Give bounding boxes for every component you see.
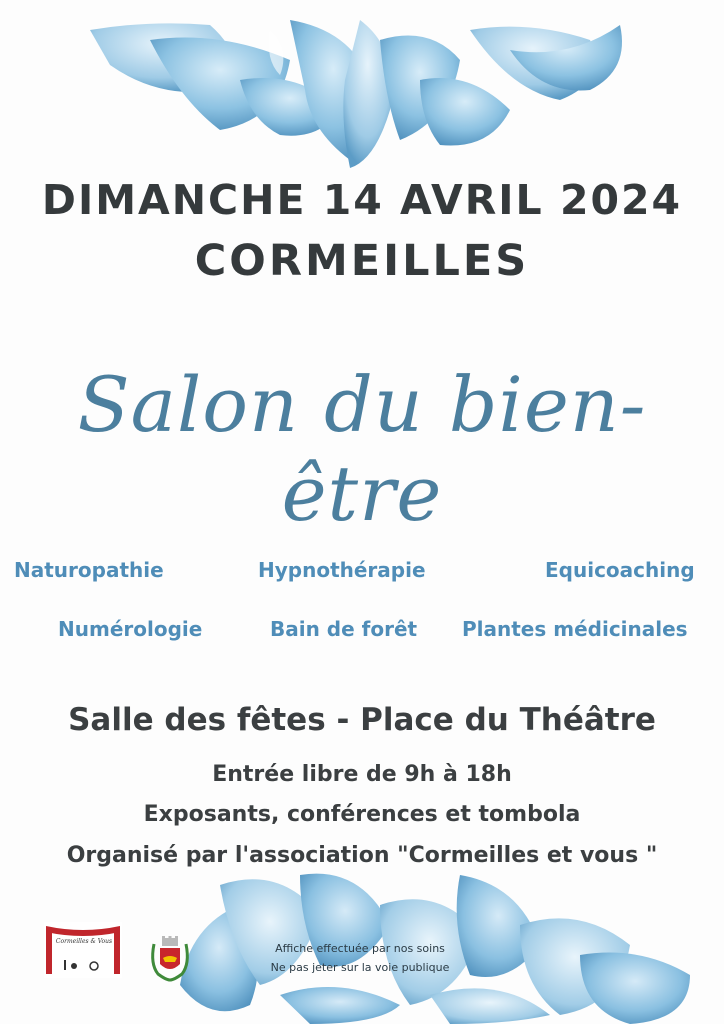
association-logo [44, 922, 122, 978]
entry-info: Entrée libre de 9h à 18h [212, 762, 512, 787]
topic-item: Plantes médicinales [462, 617, 688, 641]
topic-item: Bain de forêt [270, 617, 418, 641]
topic-item: Hypnothérapie [258, 558, 426, 582]
event-date: DIMANCHE 14 AVRIL 2024 [41, 176, 683, 224]
top-flower-illustration [90, 20, 630, 170]
program-info: Exposants, conférences et tombola [143, 802, 581, 827]
footer-note-line1: Affiche effectuée par nos soins [275, 942, 445, 955]
town-crest-icon [146, 934, 194, 982]
topic-item: Naturopathie [14, 558, 164, 582]
event-city: CORMEILLES [194, 236, 530, 286]
footer-note-line2: Ne pas jeter sur la voie publique [270, 961, 450, 974]
event-venue: Salle des fêtes - Place du Théâtre [68, 702, 656, 738]
topic-item: Numérologie [58, 617, 203, 641]
association-logo-text: Cormeilles & Vous [55, 938, 113, 945]
topic-item: Equicoaching [545, 558, 695, 582]
event-title: Salon du bien-être [77, 360, 647, 538]
organizer-info: Organisé par l'association "Cormeilles et vous " [66, 843, 658, 868]
